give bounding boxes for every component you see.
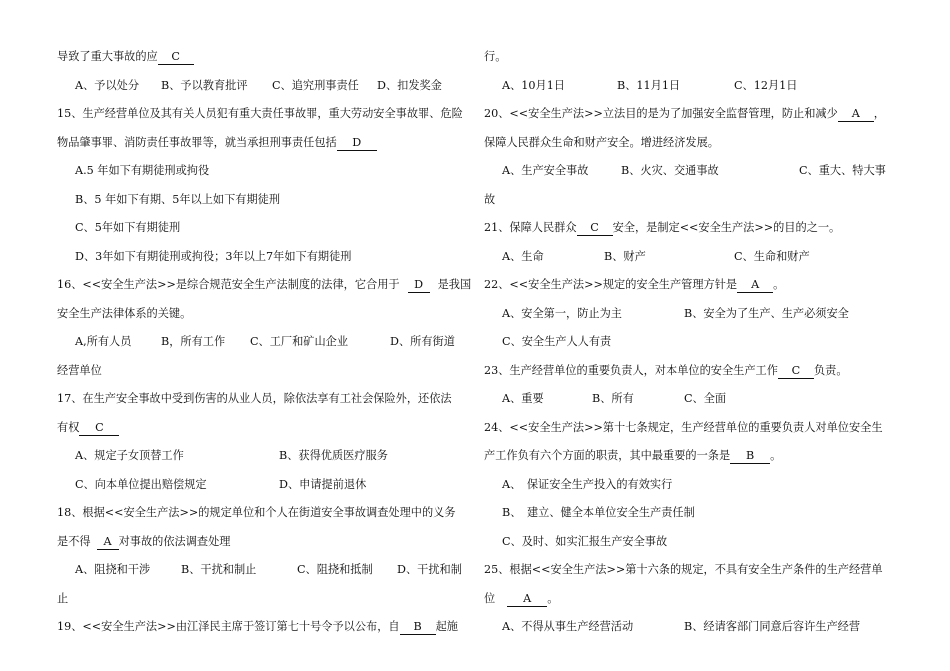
option-a: A、不得从事生产经营活动 (502, 620, 634, 633)
text-line (484, 585, 894, 614)
text-line: 保障人民群众生命和财产安全。增进经济发展。 (484, 135, 719, 149)
line-text: 物品肇事罪、消防责任事故罪等，就当承担刑事责任包括 (57, 135, 337, 149)
line-text-tail: 。 (547, 591, 559, 605)
answer-blank: A (838, 107, 874, 122)
options-row (484, 157, 894, 186)
text-line: 故 (484, 192, 496, 206)
option-a: A、生命 (502, 249, 544, 263)
answer-blank: C (778, 364, 814, 379)
option-a: A、阻挠和干涉 (75, 563, 151, 576)
option-b: B，所有工作 (161, 335, 226, 348)
question-18 (57, 499, 462, 528)
option-c: C、及时、如实汇报生产安全事故 (502, 534, 668, 548)
option-c: C、重大、特大事 (799, 164, 886, 177)
option-a: A、生产安全事故 (502, 164, 589, 177)
option-a: A.5 年如下有期徒刑或拘役 (75, 164, 210, 177)
option-a: A、重要 (502, 392, 544, 405)
answer-blank: B (400, 620, 436, 635)
option-c: C、生命和财产 (734, 249, 810, 263)
question-23 (484, 357, 894, 386)
question-text: 25、根据<<安全生产法>>第十六条的规定，不具有安全生产条件的生产经营单 (484, 563, 883, 576)
options-row (484, 385, 894, 414)
option-b: B、火灾、交通事故 (621, 164, 719, 177)
question-22 (484, 271, 894, 300)
text-line (57, 43, 462, 72)
question-20 (484, 100, 894, 129)
option-b: B、经请客部门同意后容许生产经营 (684, 620, 861, 633)
question-text-tail: ， (873, 107, 885, 120)
option-a: A、 保证安全生产投入的有效实行 (502, 477, 673, 491)
option-a: A、安全第一，防止为主 (502, 306, 622, 320)
options-row (484, 243, 894, 272)
option-c: C、工厂和矿山企业 (250, 335, 349, 348)
line-text: 导致了重大事故的应 (57, 50, 158, 63)
text-line: 止 (57, 591, 69, 605)
question-text-tail: 是我国 (437, 278, 472, 291)
option-a: A、规定子女顶替工作 (75, 449, 184, 462)
answer-blank: A (97, 535, 119, 550)
text-line (484, 442, 894, 471)
option-b: B、获得优质医疗服务 (279, 449, 388, 462)
option-c: C、追究刑事责任 (272, 78, 359, 92)
answer-blank: B (730, 449, 770, 464)
line-text-tail: 对事故的依法调查处理 (118, 534, 231, 548)
question-text: 22、<<安全生产法>>规定的安全生产管理方针是 (484, 278, 738, 291)
option-c: C、安全生产人人有责 (502, 335, 612, 348)
option-a: A、10月1日 (502, 78, 565, 92)
line-text: 产工作负有六个方面的职责，其中最重要的一条是 (484, 449, 731, 462)
text-line (57, 129, 462, 158)
line-text: 位 (484, 591, 496, 605)
options-row (484, 300, 894, 329)
question-text: 18、根据<<安全生产法>>的规定单位和个人在街道安全事故调查处理中的义务 (57, 506, 456, 519)
option-b: B、 建立、健全本单位安全生产责任制 (502, 506, 695, 519)
options-row (57, 471, 462, 500)
answer-blank: A (737, 278, 773, 293)
question-text: 24、<<安全生产法>>第十七条规定，生产经营单位的重要负责人对单位安全生 (484, 420, 883, 434)
question-text-tail: 起施 (435, 620, 458, 633)
option-c: C、全面 (684, 392, 727, 405)
option-d: D、3年如下有期徒刑或拘役；3年以上7年如下有期徒刑 (75, 249, 352, 263)
option-b: B、所有 (592, 392, 634, 405)
option-a: A、予以处分 (75, 78, 140, 92)
option-d: D、所有街道 (390, 335, 455, 348)
question-17 (57, 385, 462, 414)
option-b: B、11月1日 (617, 78, 681, 92)
option-b: B、干扰和制止 (181, 563, 257, 576)
option-b: B、安全为了生产、生产必须安全 (684, 306, 849, 320)
option-d: D、干扰和制 (397, 563, 462, 576)
text-line: 安全生产法律体系的关键。 (57, 306, 192, 320)
options-row (484, 613, 894, 642)
options-row (57, 72, 462, 101)
line-text: 有权 (57, 420, 80, 434)
question-15 (57, 100, 462, 129)
answer-blank: C (79, 421, 119, 436)
line-text: 是不得 (57, 534, 91, 548)
option-c: C、向本单位提出赔偿规定 (75, 477, 207, 491)
line-text-tail: 。 (770, 449, 782, 462)
answer-blank: A (507, 592, 547, 607)
option-b: B、予以教育批评 (161, 78, 248, 92)
question-text: 20、<<安全生产法>>立法目的是为了加强安全监督管理，防止和减少 (484, 107, 838, 120)
text-line: 行。 (484, 50, 507, 63)
question-text: 17、在生产安全事故中受到伤害的从业人员，除依法享有工社会保险外，还依法 (57, 392, 452, 405)
right-column (484, 43, 894, 642)
question-text: 23、生产经营单位的重要负责人，对本单位的安全生产工作 (484, 363, 778, 377)
option-c: C、5年如下有期徒刑 (75, 221, 181, 234)
question-text: 21、保障人民群众 (484, 221, 577, 234)
option-a: A,所有人员 (75, 335, 132, 348)
text-line: 经营单位 (57, 363, 102, 377)
question-text-tail: 负责。 (813, 363, 848, 377)
left-column (57, 43, 472, 642)
options-row (57, 328, 462, 357)
option-b: B、财产 (604, 249, 646, 263)
question-19 (57, 613, 462, 642)
answer-blank: C (577, 221, 613, 236)
question-24 (484, 414, 894, 443)
option-c: C、12月1日 (734, 78, 798, 92)
question-text-tail: 。 (773, 278, 785, 291)
option-d: D、扣发奖金 (377, 78, 442, 92)
question-text: 15、生产经营单位及其有关人员犯有重大责任事故罪，重大劳动安全事故罪、危险 (57, 107, 463, 120)
question-25 (484, 556, 894, 585)
question-text: 19、<<安全生产法>>由江泽民主席于签订第七十号令予以公布，自 (57, 620, 400, 633)
question-text: 16、<<安全生产法>>是综合规范安全生产法制度的法律，它合用于 (57, 278, 400, 291)
question-text-tail: 安全，是制定<<安全生产法>>的目的之一。 (612, 221, 841, 234)
answer-blank: D (337, 136, 377, 151)
options-row (484, 72, 894, 101)
options-row (57, 556, 462, 585)
question-16 (57, 271, 472, 300)
option-b: B、5 年如下有期、5年以上如下有期徒刑 (75, 192, 281, 206)
option-d: D、申请提前退休 (279, 477, 367, 491)
answer-blank: C (158, 50, 194, 65)
answer-blank: D (408, 278, 430, 293)
text-line (57, 414, 462, 443)
question-21 (484, 214, 894, 243)
option-c: C、阻挠和抵制 (297, 563, 373, 576)
text-line (57, 528, 462, 557)
options-row (57, 442, 462, 471)
